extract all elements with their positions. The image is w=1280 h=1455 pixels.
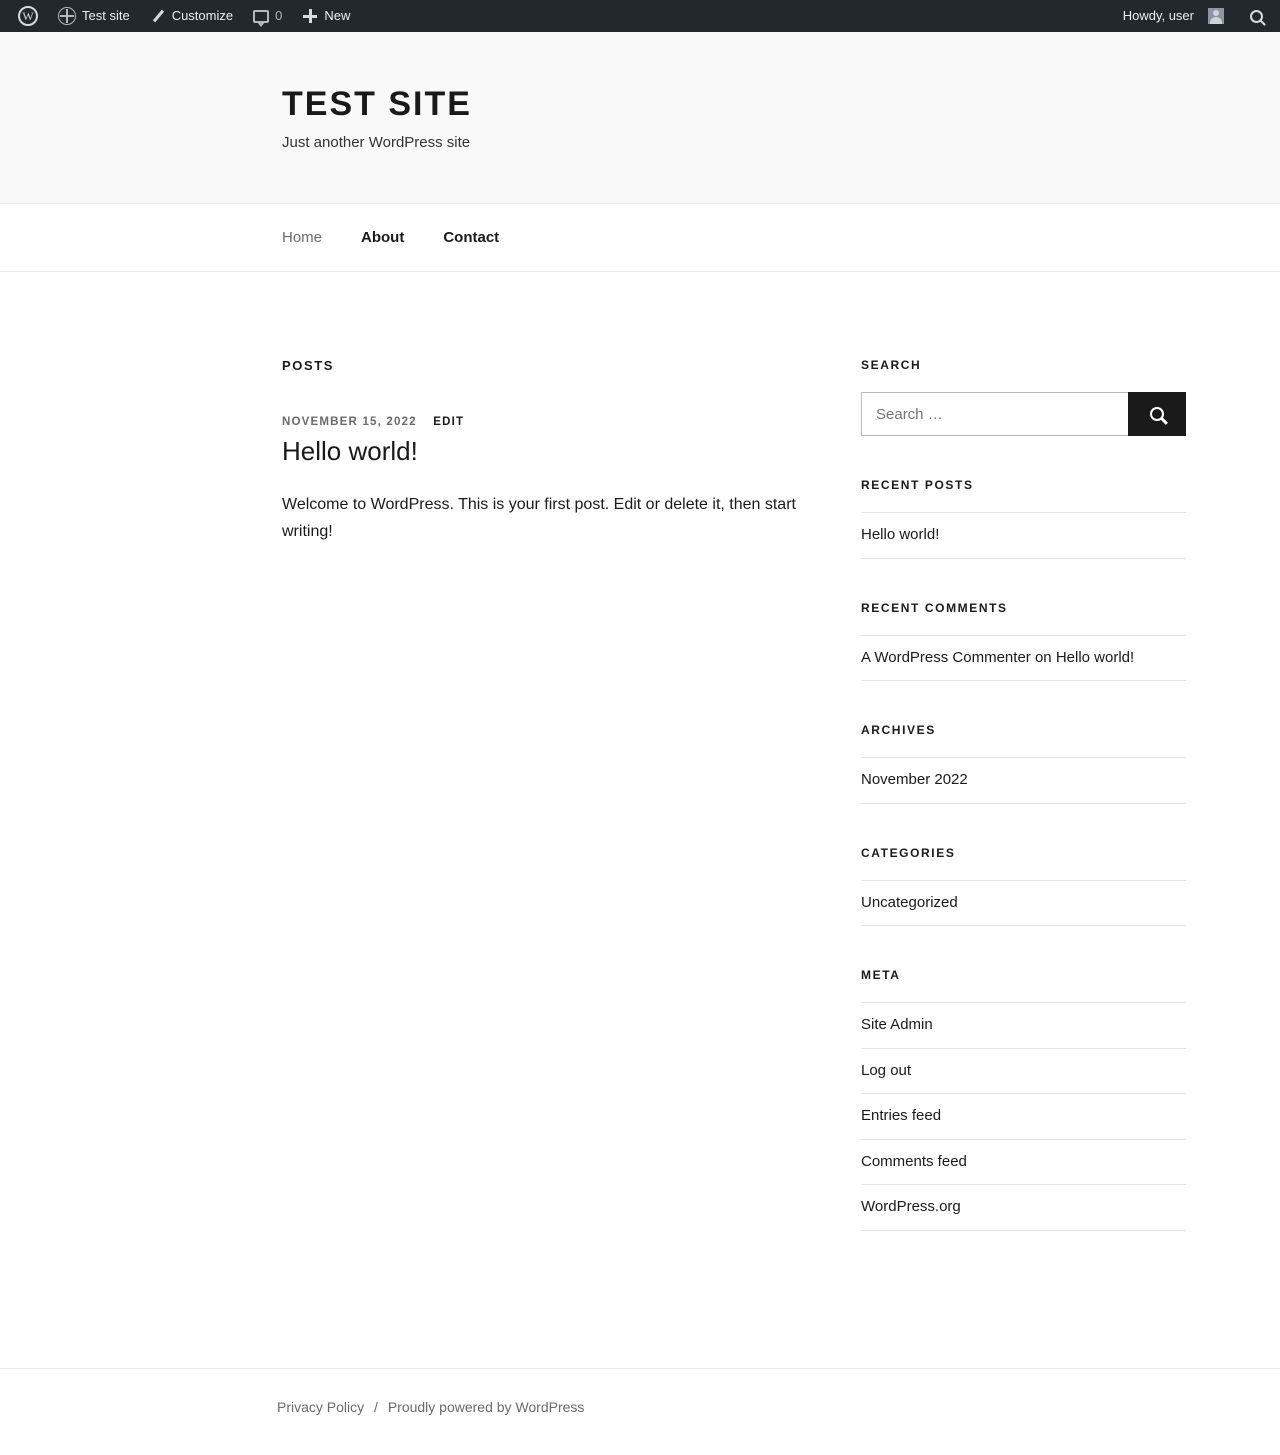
post-date[interactable]: NOVEMBER 15, 2022 (282, 416, 417, 428)
wordpress-logo-icon (18, 6, 38, 26)
recent-posts-list (861, 512, 1186, 559)
widget-search (861, 358, 1186, 436)
admin-bar-comments-count: 0 (275, 8, 283, 23)
admin-bar-customize[interactable] (140, 0, 243, 32)
page-title: POSTS (282, 358, 335, 373)
content-area (282, 272, 1186, 1273)
meta-link[interactable]: Comments feed (861, 1152, 967, 1170)
admin-bar-new-label: New (324, 8, 351, 23)
list-item (861, 635, 1186, 682)
search-icon (1250, 10, 1263, 23)
admin-bar (0, 0, 1280, 32)
comment-post-link[interactable]: Hello world! (1055, 648, 1135, 666)
meta-link[interactable]: Entries feed (861, 1107, 942, 1124)
archives-list (861, 757, 1186, 804)
avatar (1208, 8, 1224, 24)
admin-bar-my-account[interactable] (1113, 0, 1234, 32)
footer-separator: / (374, 1398, 378, 1415)
admin-bar-wp-logo[interactable] (8, 0, 48, 32)
admin-bar-comments[interactable] (243, 0, 292, 32)
widget-search-title: SEARCH (861, 358, 922, 372)
admin-bar-howdy-label: Howdy, user (1122, 8, 1194, 23)
site-description: Just another WordPress site (282, 134, 471, 151)
admin-bar-search-button[interactable] (1240, 0, 1272, 32)
post-title-link[interactable]: Hello world! (282, 436, 418, 466)
widget-meta-title: META (861, 968, 901, 982)
nav-item-about[interactable] (361, 229, 404, 247)
search-submit-button[interactable] (1128, 392, 1186, 436)
post-meta (282, 416, 812, 428)
widget-meta (861, 968, 1186, 1231)
nav-list (282, 204, 1186, 272)
sidebar (861, 358, 1186, 1273)
list-item (861, 1140, 1186, 1186)
admin-bar-new[interactable] (292, 0, 360, 32)
site-footer (0, 1368, 1280, 1455)
nav-link-contact[interactable]: Contact (443, 229, 500, 246)
admin-bar-site-name-label: Test site (82, 8, 130, 23)
nav-link-about[interactable]: About (361, 229, 405, 246)
admin-bar-right (1113, 0, 1272, 32)
site-header (0, 32, 1280, 204)
admin-bar-customize-label: Customize (171, 8, 234, 23)
widget-categories-title: CATEGORIES (861, 845, 956, 860)
primary-navigation (0, 204, 1280, 272)
list-item (861, 1049, 1186, 1095)
meta-link[interactable]: WordPress.org (861, 1198, 961, 1215)
list-item (861, 757, 1186, 804)
list-item (861, 512, 1186, 559)
meta-list (861, 1002, 1186, 1231)
list-item (861, 880, 1186, 927)
post-edit-link[interactable]: EDIT (433, 416, 465, 428)
search-icon (1150, 407, 1164, 421)
archive-link[interactable]: November 2022 (861, 771, 968, 788)
privacy-policy-link[interactable]: Privacy Policy (277, 1398, 365, 1415)
comment-on-text: on (1030, 648, 1056, 666)
categories-list (861, 880, 1186, 927)
list-item (861, 1002, 1186, 1049)
list-item (861, 1185, 1186, 1231)
meta-link[interactable]: Log out (861, 1061, 912, 1079)
post-article (282, 416, 812, 545)
site-title[interactable]: TEST SITE (282, 85, 472, 123)
footer-credits (277, 1399, 1186, 1415)
list-item (861, 1094, 1186, 1140)
nav-link-home[interactable]: Home (282, 229, 323, 246)
comment-author: A WordPress Commenter (861, 648, 1031, 666)
widget-recent-comments (861, 601, 1186, 682)
widget-recent-comments-title: RECENT COMMENTS (861, 600, 1008, 615)
plus-icon (302, 8, 318, 24)
nav-item-home[interactable] (282, 229, 322, 247)
post-title (282, 436, 812, 467)
widget-archives-title: ARCHIVES (861, 723, 936, 737)
recent-post-link[interactable]: Hello world! (861, 526, 940, 543)
pencil-icon (150, 8, 166, 24)
recent-comments-list (861, 635, 1186, 682)
post-excerpt: Welcome to WordPress. This is your first post. Edit or delete it, then start writing! (282, 496, 796, 541)
widget-archives (861, 723, 1186, 804)
widget-categories (861, 846, 1186, 927)
wordpress-credit-link[interactable]: Proudly powered by WordPress (387, 1398, 585, 1415)
main-content (282, 358, 812, 1273)
category-link[interactable]: Uncategorized (861, 893, 958, 911)
meta-link[interactable]: Site Admin (861, 1016, 933, 1033)
site-icon (58, 7, 76, 25)
widget-recent-posts-title: RECENT POSTS (861, 478, 974, 492)
widget-recent-posts (861, 478, 1186, 559)
search-input[interactable] (861, 392, 1128, 436)
comment-bubble-icon (253, 10, 269, 23)
nav-item-contact[interactable] (443, 229, 499, 247)
admin-bar-site-name[interactable] (48, 0, 140, 32)
search-form (861, 392, 1186, 436)
